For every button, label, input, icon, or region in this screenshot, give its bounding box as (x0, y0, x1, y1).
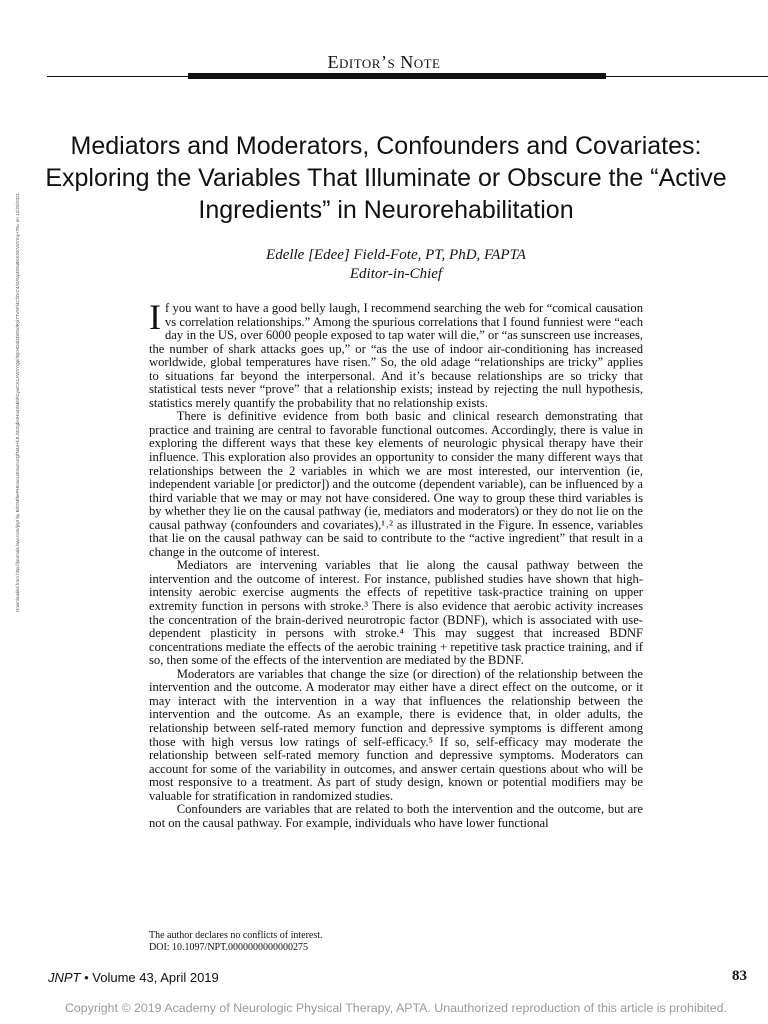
body-paragraph: Confounders are variables that are related to both the intervention and the outcome, but are not on the causal pathway. For example, individuals who have lower functional (149, 802, 643, 830)
journal-issue: Volume 43, April 2019 (92, 970, 219, 985)
article-title: Mediators and Moderators, Confounders and Covariates: Exploring the Variables That Illuminate or Obscure the “Active Ingredients” in Neurorehabilitation (45, 132, 727, 224)
journal-name: JNPT (48, 970, 81, 985)
section-label: Editor’s Note (327, 52, 441, 72)
article-body (149, 297, 643, 830)
conflict-statement: The author declares no conflicts of interest. (149, 930, 323, 941)
download-watermark: Downloaded from http://journals.lww.com/jnpt by BhDMf5ePHKav1zEoum1tQfN4a+kJLhEZgbsIHo4XMi0hCywCX1AWnYQp/IlQrHD3i3D0OdRyi7TvSFl4Cf3VC4/OAVpDDa8KKGKV0Ymy+78= on 12/25/2021 (15, 192, 20, 612)
doi[interactable]: DOI: 10.1097/NPT.0000000000000275 (149, 941, 308, 953)
author-block (0, 246, 768, 284)
copyright-notice: Copyright © 2019 Academy of Neurologic Physical Therapy, APTA. Unauthorized reproduction of this article is prohibited. (64, 1001, 728, 1015)
body-paragraph (149, 297, 643, 410)
author-role: Editor-in-Chief (349, 266, 443, 282)
author-name: Edelle [Edee] Field-Fote, PT, PhD, FAPTA (266, 247, 526, 263)
footnote (149, 930, 649, 953)
paragraph-text: f you want to have a good belly laugh, I recommend searching the web for “comical causation vs correlation relationships.” Among the spurious correlations that I found funniest were “each day in the US, over 6000 people exposed to tap water will die,” or “as sunscreen use increases, the number of shark attacks goes up,” or “as the use of indoor air-conditioning has increased worldwide, global temperatures have risen.” So, the old adage “relationships are tricky” applies to situations far beyond the interpersonal. And it’s because relationships are so tricky that statistical tests never “prove” that a relationship exists; instead by rejecting the null hypothesis, statistics merely quantify the probability that no relationship exists. (149, 301, 643, 410)
body-paragraph: Mediators are intervening variables that lie along the causal pathway between the intervention and the outcome of interest. For instance, published studies have shown that high-intensity aerobic exercise augments the effects of repetitive task-practice training on upper extremity function in persons with stroke.³ There is also evidence that aerobic activity increases the concentration of the brain-derived neurotropic factor (BDNF), which is associated with use-dependent plasticity in persons with stroke.⁴ This may suggest that increased BDNF concentrations mediate the effects of the aerobic training + repetitive task practice training, and if so, then some of the effects of the intervention are mediated by the BDNF. (149, 558, 643, 668)
journal-footer (48, 970, 219, 985)
body-paragraph: Moderators are variables that change the size (or direction) of the relationship between the intervention and the outcome. A moderator may either have a direct effect on the outcome, or it may interact with the intervention in a way that influences the relationship between the intervention and the outcome. As an example, there is evidence that, in older adults, the relationship between self-rated memory function and depressive symptoms is different among those with high versus low ratings of self-efficacy.⁵ If so, self-efficacy may moderate the relationship between self-rated memory function and depressive symptoms. Moderators can account for some of the variability in outcomes, and answer certain questions about who will be most responsive to a treatment. As part of study design, known or potential modifiers may be valuable for stratification in randomized studies. (149, 666, 643, 803)
body-paragraph: There is definitive evidence from both basic and clinical research demonstrating that practice and training are central to favorable functional outcomes. Accordingly, there is value in exploring the different ways that these key elements of neurologic physical therapy have their influence. This exploration also provides an opportunity to consider the many different ways that relationships between the 2 variables in which we are most interested, our intervention (ie, independent variable [or predictor]) and the outcome (dependent variable), can be influenced by a third variable that we may or may not have considered. One way to group these third variables is by whether they lie on the causal pathway (ie, mediators and moderators) or they do not lie on the causal pathway (confounders and covariates),¹˒² as illustrated in the Figure. In essence, variables that lie on the causal pathway can be said to contribute to the “active ingredient” that result in a change in the outcome of interest. (149, 409, 643, 559)
drop-cap: I (149, 297, 161, 337)
header-rule-accent (188, 73, 606, 79)
footer-separator: • (80, 970, 93, 985)
page-number: 83 (732, 968, 747, 984)
